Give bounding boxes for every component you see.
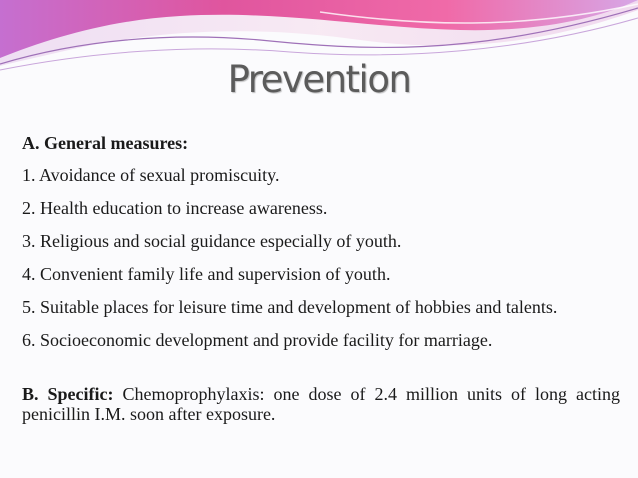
list-item: 2. Health education to increase awareness. [22, 198, 328, 218]
list-item: 1. Avoidance of sexual promiscuity. [22, 165, 280, 185]
slide-body [22, 133, 620, 437]
list-item: 4. Convenient family life and supervision of youth. [22, 264, 391, 284]
spacer [22, 363, 620, 384]
list-item: 5. Suitable places for leisure time and development of hobbies and talents. [22, 297, 558, 317]
section-a-heading: A. General measures: [22, 133, 189, 153]
list-item: 6. Socioeconomic development and provide facility for marriage. [22, 330, 493, 350]
list-item: 3. Religious and social guidance especially of youth. [22, 231, 402, 251]
section-b-paragraph [22, 384, 620, 424]
section-b-text: Chemoprophylaxis: one dose of 2.4 million units of long acting penicillin I.M. soon after exposure. [22, 384, 620, 424]
slide-title: Prevention [227, 58, 411, 101]
section-b-label: B. Specific: [22, 384, 114, 404]
